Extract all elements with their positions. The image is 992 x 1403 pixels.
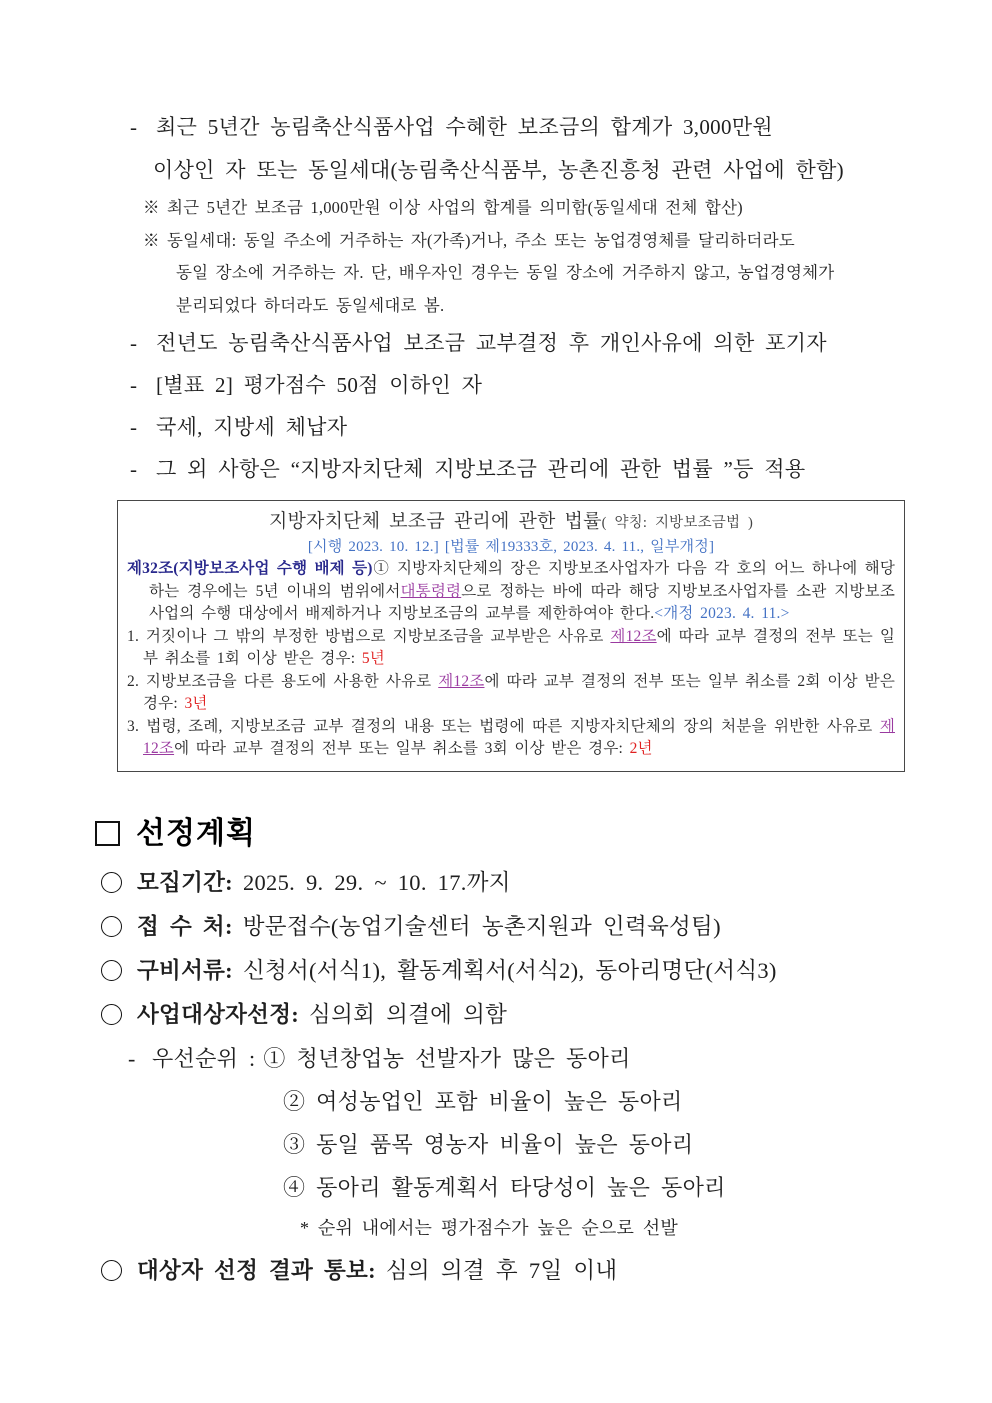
dash-bullet: - bbox=[130, 115, 138, 139]
law-enforcement-line: [시행 2023. 10. 12.] [법률 제19333호, 2023. 4. 11., 일부개정] bbox=[307, 539, 715, 555]
sanction-period: 2년 bbox=[629, 740, 653, 757]
eligibility-note: ※ 동일세대: 동일 주소에 거주하는 자(가족)거나, 주소 또는 농업경영체를 달리하더라도 bbox=[143, 230, 795, 250]
law-item-text: 2. 지방보조금을 다른 용도에 사용한 사유로 bbox=[127, 672, 439, 690]
eligibility-item-text: 국세, 지방세 체납자 bbox=[156, 415, 348, 439]
presidential-decree-link[interactable]: 대통령령 bbox=[400, 582, 462, 600]
law-item-text: 에 따라 교부 결정의 전부 또는 일부 취소를 3회 이상 받은 경우: bbox=[174, 740, 630, 757]
eligibility-note-continuation: 동일 장소에 거주하는 자. 단, 배우자인 경우는 동일 장소에 거주하지 않고, 농업경영체가 bbox=[176, 263, 835, 282]
law-numbered-item bbox=[127, 716, 895, 761]
amendment-note: <개정 2023. 4. 11.> bbox=[654, 605, 790, 622]
priority-list-header bbox=[128, 1044, 992, 1074]
plan-item bbox=[101, 1000, 992, 1030]
law-item-text: 1. 거짓이나 그 밖의 부정한 방법으로 지방보조금을 교부받은 사유로 bbox=[127, 627, 611, 645]
law-quote-box bbox=[117, 500, 905, 772]
plan-item-label: 구비서류: bbox=[137, 957, 233, 983]
eligibility-note-continuation: 분리되었다 하더라도 동일세대로 봄. bbox=[176, 295, 445, 315]
square-bullet-icon bbox=[95, 821, 120, 846]
priority-item: ① 청년창업농 선발자가 많은 동아리 bbox=[263, 1045, 631, 1071]
law-article-paragraph bbox=[127, 558, 895, 626]
plan-item-value: 심의회 의결에 의함 bbox=[309, 1001, 508, 1027]
sanction-period: 5년 bbox=[361, 650, 385, 667]
circle-bullet-icon bbox=[101, 960, 122, 981]
eligibility-item bbox=[130, 364, 992, 406]
eligibility-item-text: 그 외 사항은 “지방자치단체 지방보조금 관리에 관한 법률 ”등 적용 bbox=[156, 457, 806, 481]
article12-link[interactable]: 제12조 bbox=[438, 672, 485, 690]
law-numbered-item bbox=[127, 626, 895, 671]
plan-item bbox=[101, 912, 992, 942]
dash-bullet: - bbox=[128, 1045, 136, 1071]
article-body: ① 지방자치단체의 장은 지방보조사업자가 다음 각 호의 어느 하나에 해당하는 경우에는 5년 이내의 범위에서 bbox=[149, 560, 895, 600]
article-heading: 제32조(지방보조사업 수행 배제 등) bbox=[127, 560, 373, 577]
plan-item bbox=[101, 868, 992, 898]
eligibility-item bbox=[130, 448, 992, 490]
plan-item-label: 대상자 선정 결과 통보: bbox=[137, 1257, 376, 1283]
article12-link[interactable]: 제12조 bbox=[143, 717, 895, 757]
circle-bullet-icon bbox=[101, 1260, 122, 1281]
plan-item-label: 사업대상자선정: bbox=[137, 1001, 300, 1027]
dash-bullet: - bbox=[130, 457, 138, 481]
article12-link[interactable]: 제12조 bbox=[610, 627, 657, 645]
dash-bullet: - bbox=[130, 415, 138, 439]
circle-bullet-icon bbox=[101, 916, 122, 937]
law-title-text: 지방자치단체 보조금 관리에 관한 법률 bbox=[268, 511, 602, 532]
eligibility-item bbox=[130, 406, 992, 448]
plan-item bbox=[101, 1256, 992, 1286]
eligibility-section bbox=[0, 0, 992, 490]
law-item-text: 에 따라 교부 결정의 전부 또는 일부 취소를 1회 이상 받은 경우: bbox=[143, 627, 896, 667]
eligibility-item-text: [별표 2] 평가점수 50점 이하인 자 bbox=[156, 373, 483, 397]
dash-bullet: - bbox=[130, 373, 138, 397]
plan-item-label: 접 수 처: bbox=[137, 913, 233, 939]
plan-item-value: 방문접수(농업기술센터 농촌지원과 인력육성팀) bbox=[242, 913, 721, 939]
plan-item bbox=[101, 956, 992, 986]
law-item-text: 에 따라 교부 결정의 전부 또는 일부 취소를 2회 이상 받은 경우: bbox=[143, 672, 895, 712]
priority-item: ③ 동일 품목 영농자 비율이 높은 동아리 bbox=[283, 1131, 694, 1157]
law-numbered-item bbox=[127, 671, 895, 716]
sanction-period: 3년 bbox=[184, 695, 208, 712]
plan-item-value: 신청서(서식1), 활동계획서(서식2), 동아리명단(서식3) bbox=[242, 957, 777, 983]
section-title bbox=[95, 814, 992, 854]
article-body: 으로 정하는 바에 따라 해당 지방보조사업자를 소관 지방보조사업의 수행 대상에서 배제하거나 지방보조금의 교부를 제한하여야 한다. bbox=[149, 582, 895, 622]
circle-bullet-icon bbox=[101, 1004, 122, 1025]
selection-plan-section bbox=[0, 814, 992, 1286]
eligibility-item-continuation: 이상인 자 또는 동일세대(농림축산식품부, 농촌진흥청 관련 사업에 한함) bbox=[153, 158, 844, 182]
dash-bullet: - bbox=[130, 331, 138, 355]
plan-item-label: 모집기간: bbox=[137, 869, 233, 895]
priority-note: * 순위 내에서는 평가점수가 높은 순으로 선발 bbox=[300, 1217, 678, 1238]
circle-bullet-icon bbox=[101, 872, 122, 893]
priority-item: ② 여성농업인 포함 비율이 높은 동아리 bbox=[283, 1088, 683, 1114]
priority-label: 우선순위 : bbox=[152, 1045, 256, 1071]
eligibility-item-text: 최근 5년간 농림축산식품사업 수혜한 보조금의 합계가 3,000만원 bbox=[156, 115, 773, 139]
eligibility-note: ※ 최근 5년간 보조금 1,000만원 이상 사업의 합계를 의미함(동일세대 전체 합산) bbox=[143, 198, 743, 217]
priority-item: ④ 동아리 활동계획서 타당성이 높은 동아리 bbox=[283, 1174, 726, 1200]
plan-item-value: 심의 의결 후 7일 이내 bbox=[385, 1257, 618, 1283]
law-item-text: 3. 법령, 조례, 지방보조금 교부 결정의 내용 또는 법령에 따른 지방자치단체의 장의 처분을 위반한 사유로 bbox=[127, 717, 880, 735]
law-title bbox=[127, 509, 895, 536]
plan-item-value: 2025. 9. 29. ~ 10. 17.까지 bbox=[242, 869, 511, 895]
eligibility-item bbox=[130, 322, 992, 364]
section-title-text: 선정계획 bbox=[136, 816, 256, 850]
law-title-abbreviation: ( 약칭: 지방보조금법 ) bbox=[601, 515, 754, 531]
eligibility-item bbox=[130, 106, 992, 148]
eligibility-item-text: 전년도 농림축산식품사업 보조금 교부결정 후 개인사유에 의한 포기자 bbox=[156, 331, 827, 355]
